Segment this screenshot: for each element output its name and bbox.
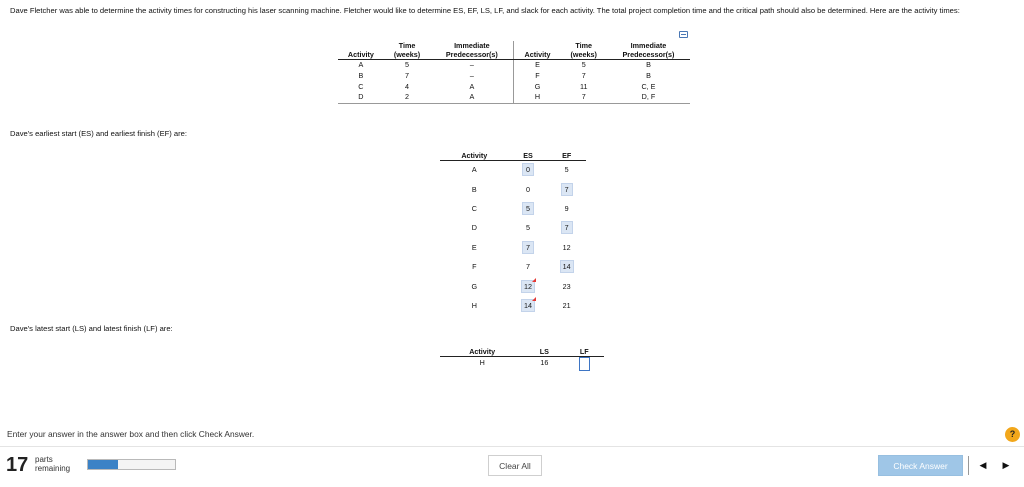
ef-answer[interactable]: 14 [560, 260, 574, 273]
time-cell: 5 [581, 60, 586, 69]
table-row [440, 257, 586, 276]
time-header-top: Time [398, 41, 416, 50]
predecessor-cell: B [646, 60, 651, 69]
ls-value: 16 [540, 357, 549, 367]
activity-header: Activity [338, 50, 384, 60]
nav-divider [968, 456, 969, 475]
print-icon[interactable] [679, 31, 688, 38]
predecessor-cell: C, E [641, 81, 656, 91]
es-answer[interactable]: 7 [522, 241, 534, 254]
clear-all-button[interactable]: Clear All [488, 455, 542, 476]
time-header-bottom: (weeks) [561, 50, 607, 60]
activity-cell: C [471, 203, 477, 213]
activity-cell: E [471, 242, 477, 252]
ef-value: 23 [562, 281, 571, 291]
lf-input[interactable] [579, 357, 590, 371]
activity-cell: H [514, 92, 561, 103]
ef-value: 12 [562, 242, 571, 252]
ef-header: EF [547, 149, 586, 160]
check-answer-button[interactable]: Check Answer [878, 455, 963, 476]
table-row [338, 82, 690, 93]
parts-word: parts [35, 455, 53, 464]
time-header-bottom: (weeks) [384, 50, 430, 60]
predecessor-cell: A [430, 82, 514, 93]
table-row [440, 179, 586, 198]
instruction-text: Enter your answer in the answer box and then click Check Answer. [7, 429, 255, 439]
es-header: ES [509, 149, 548, 160]
activity-cell: G [471, 281, 478, 291]
activity-cell: B [358, 70, 364, 80]
remaining-word: remaining [35, 463, 71, 473]
predecessor-header-bottom: Predecessor(s) [607, 50, 690, 60]
es-ef-prompt: Dave's earliest start (ES) and earliest finish (EF) are: [10, 129, 188, 138]
table-row [338, 60, 690, 71]
table-row [440, 238, 586, 257]
predecessor-cell: D, F [607, 92, 690, 103]
time-cell: 5 [405, 60, 410, 69]
parts-remaining-count: 17 [6, 454, 29, 476]
predecessor-cell: – [430, 71, 514, 82]
activity-cell: F [535, 70, 540, 80]
es-answer[interactable]: 14 [521, 299, 535, 312]
activity-header: Activity [514, 50, 561, 60]
activity-cell: E [535, 60, 540, 69]
table-row [440, 199, 586, 218]
predecessor-cell: B [646, 70, 651, 80]
activity-header: Activity [440, 149, 509, 160]
es-value: 0 [525, 184, 530, 194]
es-answer[interactable]: 12 [521, 280, 535, 293]
activity-header: Activity [440, 345, 524, 356]
predecessor-header-top: Immediate [430, 41, 514, 50]
ls-lf-prompt: Dave's latest start (LS) and latest finish (LF) are: [10, 324, 173, 333]
table-row [440, 276, 586, 295]
time-header-top: Time [575, 41, 593, 50]
progress-bar [87, 459, 176, 470]
time-cell: 7 [405, 70, 410, 80]
ef-answer[interactable]: 7 [561, 183, 573, 196]
time-cell: 2 [384, 92, 430, 103]
problem-statement: Dave Fletcher was able to determine the activity times for constructing his laser scanning machine. Fletcher would like to determine ES, EF, LS, LF, and slack for each activity. The total project completion time and the critical path should also be determined. Here are the activity times: [10, 6, 960, 15]
es-answer[interactable]: 5 [522, 202, 534, 215]
activity-cell: A [471, 165, 477, 175]
activity-cell: G [534, 81, 541, 91]
ls-header: LS [524, 345, 564, 356]
activity-cell: H [471, 300, 477, 310]
help-icon[interactable]: ? [1005, 427, 1020, 442]
table-row [440, 218, 586, 237]
predecessor-header-top: Immediate [630, 41, 667, 50]
table-row [440, 160, 586, 179]
activity-cell: C [358, 81, 364, 91]
activity-cell: A [358, 60, 364, 69]
table-row [338, 92, 690, 103]
ef-value: 21 [562, 300, 571, 310]
ef-value: 9 [564, 203, 569, 213]
es-value: 5 [525, 223, 530, 233]
activity-cell: H [479, 357, 485, 367]
activity-times-table [338, 41, 690, 104]
ls-lf-table [440, 345, 604, 371]
progress-fill [88, 460, 118, 469]
activity-cell: B [471, 184, 477, 194]
activity-cell: F [472, 262, 477, 272]
predecessor-header-bottom: Predecessor(s) [430, 50, 514, 60]
es-value: 7 [525, 262, 530, 272]
lf-header: LF [564, 345, 604, 356]
activity-cell: D [338, 92, 384, 103]
time-cell: 4 [405, 81, 410, 91]
previous-arrow-icon[interactable]: ◀ [974, 456, 992, 475]
time-cell: 11 [579, 81, 588, 91]
parts-remaining-label [35, 456, 70, 473]
table-row [338, 71, 690, 82]
predecessor-cell: – [430, 60, 514, 71]
next-arrow-icon[interactable]: ▶ [997, 456, 1015, 475]
es-answer[interactable]: 0 [522, 163, 534, 176]
table-row [440, 356, 604, 371]
ef-value: 5 [564, 165, 569, 175]
time-cell: 7 [581, 70, 586, 80]
es-ef-table [440, 149, 586, 315]
footer-divider [0, 446, 1024, 447]
time-cell: 7 [561, 92, 607, 103]
predecessor-cell: A [430, 92, 514, 103]
ef-answer[interactable]: 7 [561, 221, 573, 234]
table-row [440, 296, 586, 315]
activity-cell: D [471, 223, 477, 233]
